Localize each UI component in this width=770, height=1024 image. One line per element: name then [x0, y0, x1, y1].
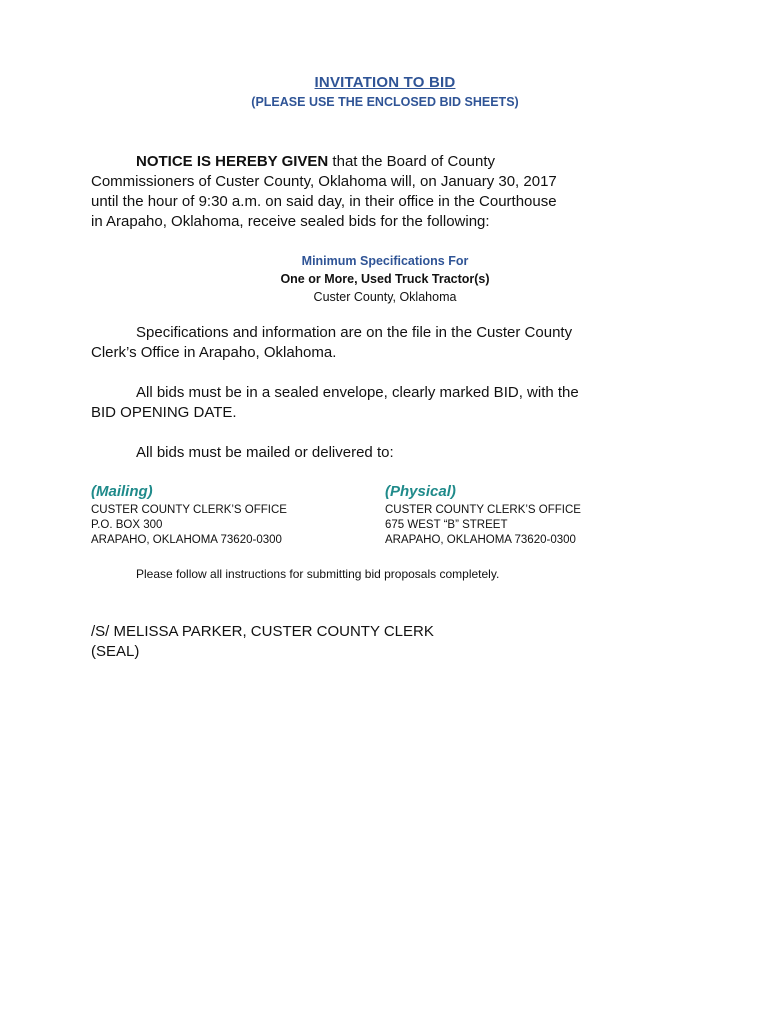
p1-line-1 — [91, 323, 691, 343]
p2-line-2: BID OPENING DATE. — [91, 404, 237, 421]
mailing-line: CUSTER COUNTY CLERK’S OFFICE — [91, 504, 287, 516]
signature-block — [91, 622, 434, 662]
signature-seal: (SEAL) — [91, 643, 140, 660]
p3-line-1-text: All bids must be mailed or delivered to: — [136, 444, 394, 461]
p2-line-1-text: All bids must be in a sealed envelope, clearly marked BID, with the — [136, 384, 579, 401]
signature-name: /S/ MELISSA PARKER, CUSTER COUNTY CLERK — [91, 623, 434, 640]
delivery-paragraph — [91, 443, 691, 463]
specifications-info-paragraph — [91, 323, 691, 363]
physical-line: CUSTER COUNTY CLERK’S OFFICE — [385, 504, 581, 516]
p1-line-2: Clerk’s Office in Arapaho, Oklahoma. — [91, 344, 337, 361]
specifications-item: One or More, Used Truck Tractor(s) — [280, 272, 490, 286]
physical-heading: (Physical) — [385, 483, 456, 500]
notice-lead: NOTICE IS HEREBY GIVEN — [136, 153, 329, 170]
mailing-address — [91, 482, 371, 548]
mailing-line: ARAPAHO, OKLAHOMA 73620-0300 — [91, 534, 282, 546]
notice-line-1 — [91, 152, 691, 172]
p1-line-1-text: Specifications and information are on the file in the Custer County — [136, 324, 573, 341]
physical-line: 675 WEST “B” STREET — [385, 519, 508, 531]
mailing-line: P.O. BOX 300 — [91, 519, 163, 531]
notice-line-4: in Arapaho, Oklahoma, receive sealed bids for the following: — [91, 213, 490, 230]
notice-line-3: until the hour of 9:30 a.m. on said day, in their office in the Courthouse — [91, 193, 557, 210]
specifications-heading: Minimum Specifications For — [301, 254, 469, 268]
p3-line-1 — [91, 443, 691, 463]
physical-address — [385, 482, 665, 548]
document-subtitle: (PLEASE USE THE ENCLOSED BID SHEETS) — [251, 95, 519, 109]
specifications-block — [0, 252, 770, 306]
notice-line-2: Commissioners of Custer County, Oklahoma will, on January 30, 2017 — [91, 173, 557, 190]
specifications-location: Custer County, Oklahoma — [313, 290, 457, 304]
instructions-note: Please follow all instructions for submitting bid proposals completely. — [136, 567, 500, 581]
physical-line: ARAPAHO, OKLAHOMA 73620-0300 — [385, 534, 576, 546]
document-title: INVITATION TO BID — [314, 74, 456, 91]
p2-line-1 — [91, 383, 691, 403]
notice-line-1-rest: that the Board of County — [328, 153, 496, 170]
mailing-heading: (Mailing) — [91, 483, 153, 500]
notice-paragraph — [91, 152, 691, 232]
sealed-envelope-paragraph — [91, 383, 691, 423]
